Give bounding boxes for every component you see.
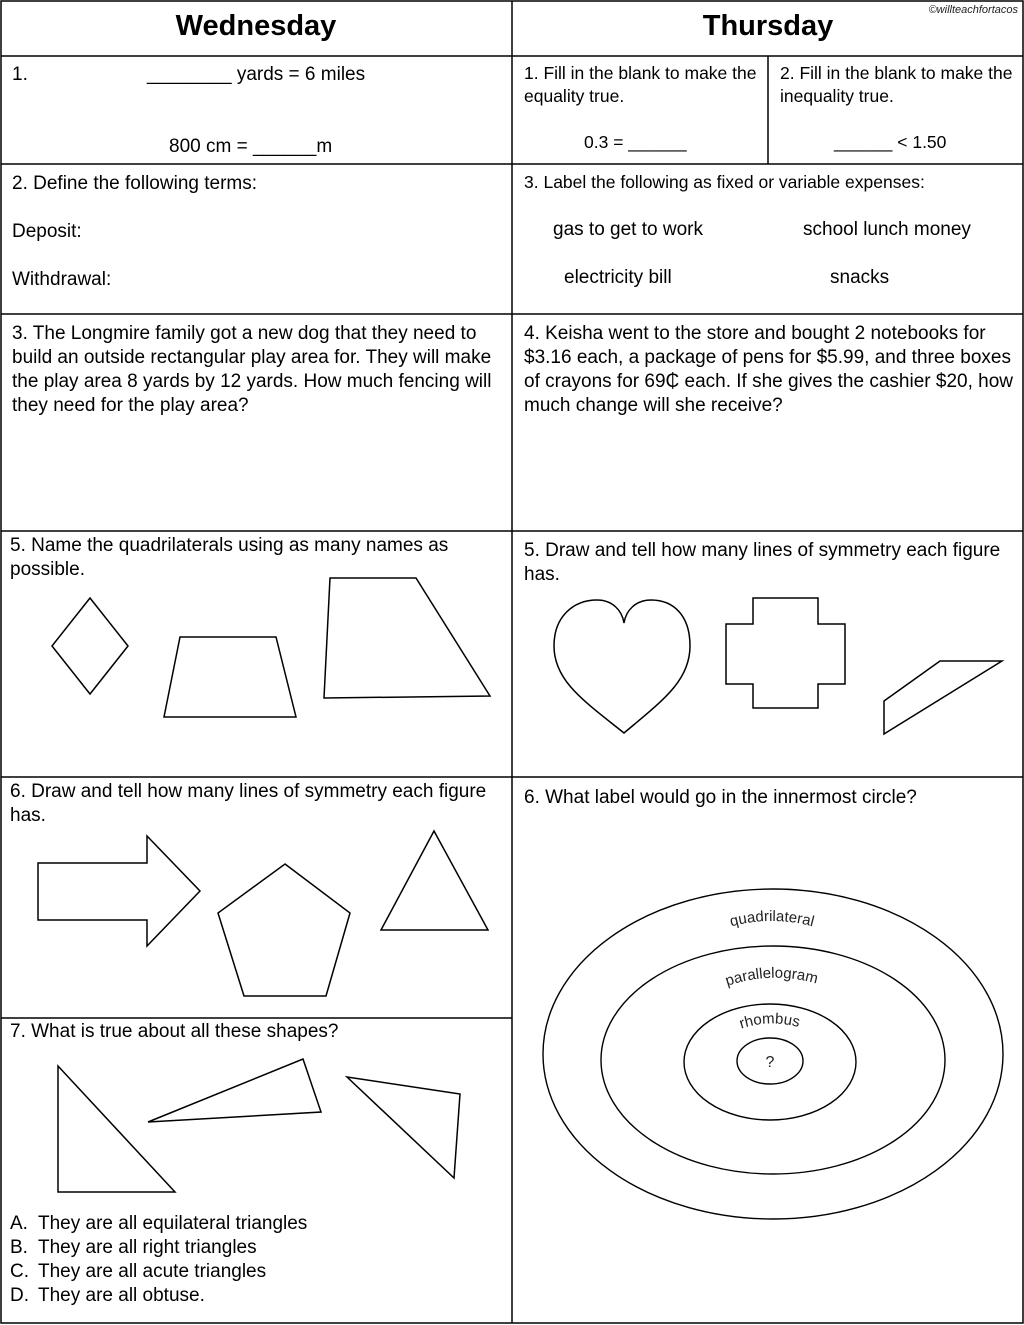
thu-q6-text: 6. What label would go in the innermost circle? bbox=[524, 787, 917, 808]
wed-q1-line1: ________ yards = 6 miles bbox=[147, 64, 366, 85]
header-thursday: Thursday bbox=[702, 10, 834, 42]
thu-q3-prompt: 3. Label the following as fixed or variable expenses: bbox=[524, 172, 925, 192]
wed-q7-text: 7. What is true about all these shapes? bbox=[10, 1021, 339, 1042]
acute-triangle-shape bbox=[347, 1077, 460, 1178]
wed-q5-shapes bbox=[0, 531, 512, 777]
cross-shape bbox=[726, 598, 845, 708]
option-text: They are all acute triangles bbox=[38, 1261, 267, 1282]
rhombus-shape bbox=[52, 598, 128, 694]
wed-q5-text: 5. Name the quadrilaterals using as many names as possible. bbox=[10, 535, 449, 580]
label-quadrilateral: quadrilateral bbox=[728, 907, 817, 931]
option-text: They are all obtuse. bbox=[38, 1285, 205, 1306]
option-text: They are all right triangles bbox=[38, 1237, 257, 1258]
heart-shape bbox=[554, 600, 690, 733]
thu-q2-prompt: 2. Fill in the blank to make the inequality true. bbox=[780, 63, 1013, 106]
wed-q1-number: 1. bbox=[12, 64, 28, 85]
thu-q3-item: gas to get to work bbox=[553, 219, 703, 240]
thu-q2-answer: ______ < 1.50 bbox=[834, 132, 947, 152]
wed-q7-shapes bbox=[0, 1018, 512, 1198]
wed-q1-line2: 800 cm = ______m bbox=[169, 136, 333, 157]
thu-q5-shapes bbox=[512, 531, 1024, 777]
obtuse-triangle-shape bbox=[148, 1059, 321, 1122]
wed-q2-term-withdrawal: Withdrawal: bbox=[12, 269, 112, 290]
option-text: They are all equilateral triangles bbox=[38, 1213, 308, 1234]
thu-q5-text: 5. Draw and tell how many lines of symmetry each figure has. bbox=[524, 540, 1001, 585]
wed-q6-text: 6. Draw and tell how many lines of symmetry each figure has. bbox=[10, 781, 487, 826]
label-rhombus: rhombus bbox=[737, 1010, 802, 1033]
option-letter: D. bbox=[10, 1285, 29, 1306]
wed-q6-shapes bbox=[0, 777, 512, 1018]
option-letter: C. bbox=[10, 1261, 29, 1282]
credit-text: ©willteachfortacos bbox=[928, 4, 1018, 16]
option-letter: A. bbox=[10, 1213, 28, 1234]
thu-q4-text: 4. Keisha went to the store and bought 2 notebooks for $3.16 each, a package of pens for $5.99, and three boxes of crayons for 69₵ each. If she gives the cashier $20, how much change will she receive? bbox=[524, 323, 1013, 416]
thu-q1-answer: 0.3 = ______ bbox=[584, 132, 687, 152]
right-trapezoid-shape bbox=[324, 578, 490, 698]
arrow-shape bbox=[38, 836, 200, 946]
thu-q3-item: school lunch money bbox=[803, 219, 971, 240]
thu-q3-item: electricity bill bbox=[564, 267, 672, 288]
pentagon-shape bbox=[218, 864, 350, 996]
wed-q2-prompt: 2. Define the following terms: bbox=[12, 173, 258, 194]
label-center: ? bbox=[765, 1054, 775, 1071]
wed-q3-text: 3. The Longmire family got a new dog that they need to build an outside rectangular play area for. They will make the play area 8 yards by 12 yards. How much fencing will they need for the play area? bbox=[12, 323, 492, 416]
thu-q1-prompt: 1. Fill in the blank to make the equality true. bbox=[524, 63, 757, 106]
header-wednesday: Wednesday bbox=[175, 10, 337, 42]
right-triangle-shape bbox=[58, 1066, 175, 1192]
option-letter: B. bbox=[10, 1237, 28, 1258]
wed-q2-term-deposit: Deposit: bbox=[12, 221, 82, 242]
parallelogram-shape bbox=[884, 661, 1002, 734]
thu-q3-item: snacks bbox=[830, 267, 890, 288]
label-parallelogram: parallelogram bbox=[723, 964, 820, 990]
trapezoid-shape bbox=[164, 637, 296, 717]
venn-diagram bbox=[512, 777, 1024, 1323]
triangle-shape bbox=[381, 831, 488, 930]
